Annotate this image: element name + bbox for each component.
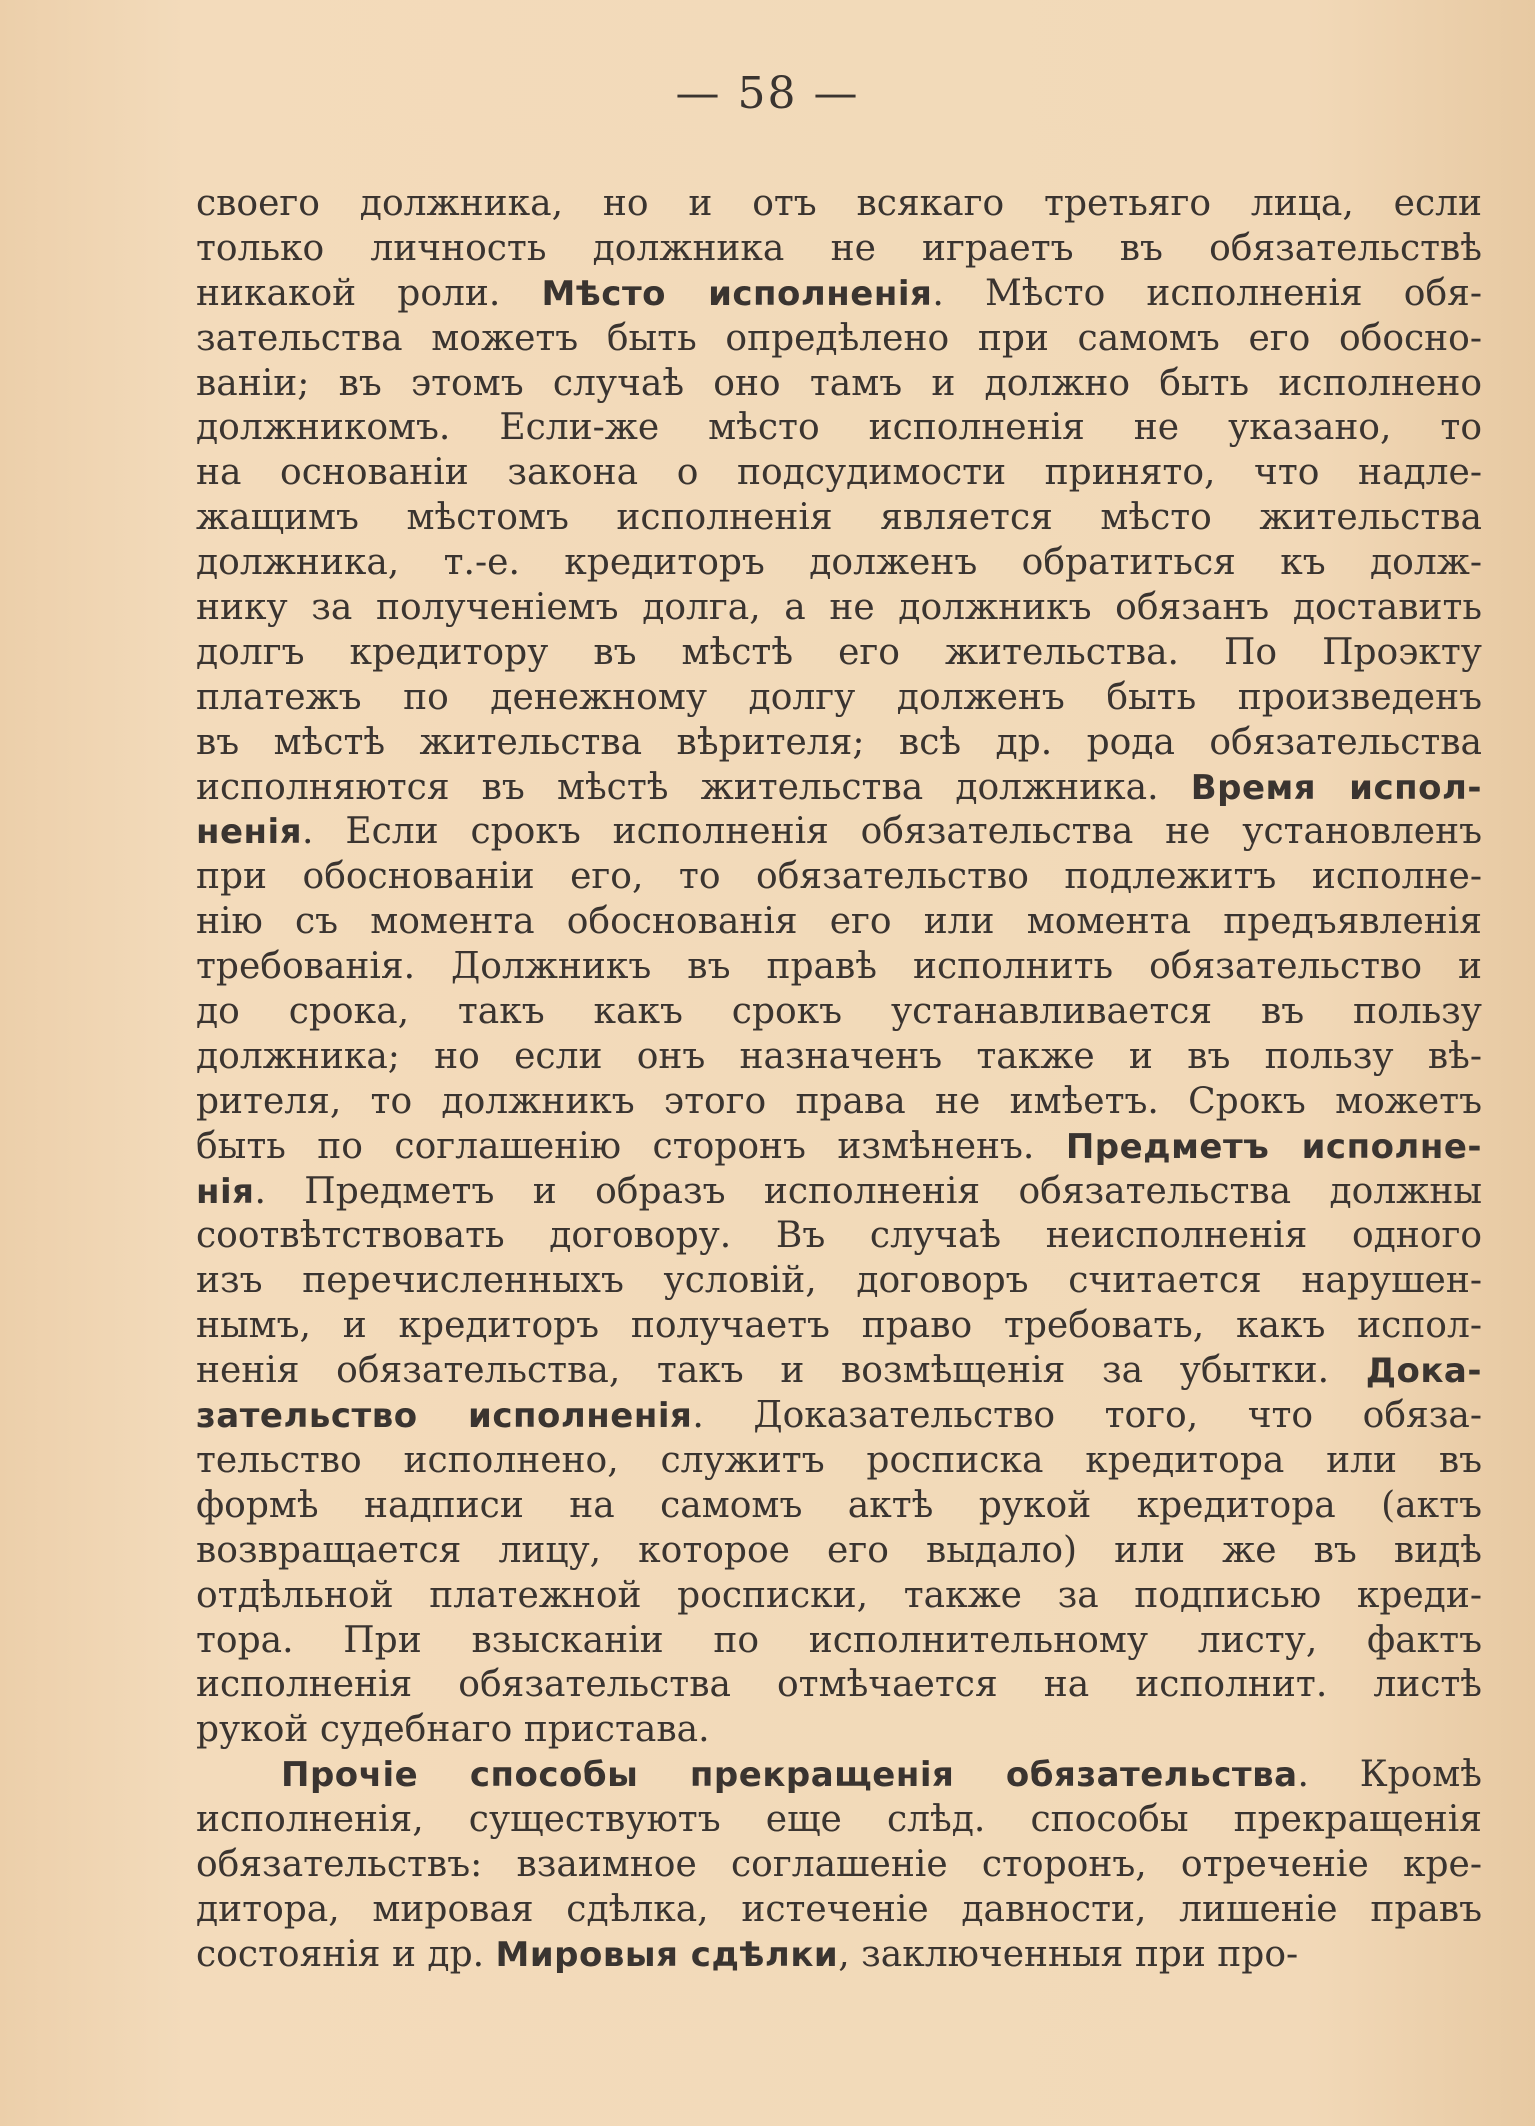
text-segment: изъ перечисленныхъ условій, договоръ считается нарушен- xyxy=(196,1260,1482,1302)
text-line xyxy=(196,1439,1482,1484)
text-line xyxy=(196,631,1482,676)
text-line xyxy=(196,1484,1482,1529)
text-segment: . Доказательство того, что обяза- xyxy=(692,1395,1482,1437)
bold-heading: Прочіе способы прекращенія обязательства xyxy=(281,1755,1298,1796)
text-line xyxy=(196,1304,1482,1349)
text-segment: ваніи; въ этомъ случаѣ оно тамъ и должно быть исполнено xyxy=(196,362,1482,404)
text-segment: исполненія обязательства отмѣчается на исполнит. листѣ xyxy=(196,1664,1482,1706)
text-segment: должника, т.-е. кредиторъ долженъ обратиться къ долж- xyxy=(196,542,1482,584)
bold-heading: Время испол- xyxy=(1190,767,1482,808)
text-segment: тора. При взысканіи по исполнительному листу, фактъ xyxy=(196,1619,1482,1661)
text-line xyxy=(196,990,1482,1035)
text-segment: нію съ момента обоснованія его или момента предъявленія xyxy=(196,901,1482,943)
text-line xyxy=(196,1035,1482,1080)
text-segment: . Мѣсто исполненія обя- xyxy=(932,272,1483,314)
text-line xyxy=(196,1843,1482,1888)
text-segment: рителя, то должникъ этого права не имѣетъ. Срокъ можетъ xyxy=(196,1080,1482,1122)
text-line xyxy=(196,1753,1482,1798)
text-line xyxy=(196,1125,1482,1170)
text-segment: требованія. Должникъ въ правѣ исполнить обязательство и xyxy=(196,946,1482,988)
bold-heading: ненія xyxy=(196,812,303,853)
text-line xyxy=(196,676,1482,721)
page-number: — 58 — xyxy=(675,68,860,119)
text-segment: нику за полученіемъ долга, а не должникъ обязанъ доставить xyxy=(196,587,1482,629)
bold-heading: Мѣсто исполненія xyxy=(541,273,933,314)
text-segment: исполненія, существуютъ еще слѣд. способы прекращенія xyxy=(196,1799,1482,1841)
text-segment: ненія обязательства, такъ и возмѣщенія за убытки. xyxy=(196,1350,1366,1392)
text-segment: соотвѣтствовать договору. Въ случаѣ неисполненія одного xyxy=(196,1215,1482,1257)
text-line xyxy=(196,1933,1482,1978)
text-segment: своего должника, но и отъ всякаго третьяго лица, если xyxy=(196,183,1482,224)
text-line xyxy=(196,855,1482,900)
text-segment: . Предметъ и образъ исполненія обязательства должны xyxy=(254,1170,1482,1212)
text-segment: должника; но если онъ назначенъ также и въ пользу вѣ- xyxy=(196,1035,1482,1077)
text-line xyxy=(196,451,1482,496)
text-line xyxy=(196,1708,1482,1753)
text-line xyxy=(196,1888,1482,1933)
text-line xyxy=(196,272,1482,317)
text-segment: дитора, мировая сдѣлка, истеченіе давности, лишеніе правъ xyxy=(196,1888,1482,1930)
bold-heading: нія xyxy=(196,1171,255,1212)
text-line xyxy=(196,1529,1482,1574)
text-line xyxy=(196,227,1482,272)
text-line xyxy=(196,586,1482,631)
text-segment: быть по соглашенію сторонъ измѣненъ. xyxy=(196,1125,1066,1167)
text-line xyxy=(196,1798,1482,1843)
text-segment: нымъ, и кредиторъ получаетъ право требовать, какъ испол- xyxy=(196,1305,1482,1347)
text-line xyxy=(196,1663,1482,1708)
text-line xyxy=(196,945,1482,990)
text-line xyxy=(196,1574,1482,1619)
text-segment: обязательствъ: взаимное соглашеніе сторонъ, отреченіе кре- xyxy=(196,1843,1482,1885)
text-segment: . Кромѣ xyxy=(1297,1754,1482,1796)
text-line xyxy=(196,317,1482,362)
text-segment: должникомъ. Если-же мѣсто исполненія не указано, то xyxy=(196,407,1482,449)
text-segment: только личность должника не играетъ въ обязательствѣ xyxy=(196,227,1482,269)
text-segment: платежъ по денежному долгу долженъ быть произведенъ xyxy=(196,676,1482,718)
bold-heading: зательство исполненія xyxy=(196,1396,693,1437)
text-line xyxy=(196,1214,1482,1259)
text-line xyxy=(196,1170,1482,1215)
text-line xyxy=(196,406,1482,451)
text-line xyxy=(196,1349,1482,1394)
text-segment: отдѣльной платежной росписки, также за подписью креди- xyxy=(196,1574,1482,1616)
text-segment: возвращается лицу, которое его выдало) или же въ видѣ xyxy=(196,1529,1482,1571)
text-segment: тельство исполнено, служитъ росписка кредитора или въ xyxy=(196,1439,1482,1481)
text-segment: жащимъ мѣстомъ исполненія является мѣсто жительства xyxy=(196,497,1482,539)
text-segment: состоянія и др. xyxy=(196,1933,496,1975)
text-line xyxy=(196,810,1482,855)
text-line xyxy=(196,496,1482,541)
text-segment: никакой роли. xyxy=(196,272,542,314)
text-segment: формѣ надписи на самомъ актѣ рукой кредитора (актъ xyxy=(196,1484,1482,1526)
text-line xyxy=(196,1080,1482,1125)
text-segment: при обоснованіи его, то обязательство подлежитъ исполне- xyxy=(196,856,1482,898)
text-line xyxy=(196,182,1482,227)
text-line xyxy=(196,766,1482,811)
bold-heading: Дока- xyxy=(1365,1351,1482,1392)
text-segment: рукой судебнаго пристава. xyxy=(196,1709,710,1751)
text-segment: исполняются въ мѣстѣ жительства должника. xyxy=(196,766,1191,808)
text-segment: на основаніи закона о подсудимости принято, что надле- xyxy=(196,452,1482,494)
text-line xyxy=(196,362,1482,407)
body-text xyxy=(196,182,1482,1978)
text-segment: въ мѣстѣ жительства вѣрителя; всѣ др. рода обязательства xyxy=(196,721,1482,763)
text-line xyxy=(196,900,1482,945)
text-line xyxy=(196,1619,1482,1664)
text-line xyxy=(196,541,1482,586)
text-line xyxy=(196,1394,1482,1439)
text-segment: , заключенныя при про- xyxy=(838,1933,1299,1975)
text-segment: долгъ кредитору въ мѣстѣ его жительства. По Проэкту xyxy=(196,631,1482,673)
bold-heading: Предметъ исполне- xyxy=(1065,1126,1482,1167)
bold-heading: Мировыя сдѣлки xyxy=(495,1934,839,1975)
text-line xyxy=(196,721,1482,766)
text-segment: . Если срокъ исполненія обязательства не установленъ xyxy=(302,811,1482,853)
text-segment: зательства можетъ быть опредѣлено при самомъ его обосно- xyxy=(196,317,1482,359)
text-line xyxy=(196,1259,1482,1304)
text-segment: до срока, такъ какъ срокъ устанавливается въ пользу xyxy=(196,991,1482,1033)
